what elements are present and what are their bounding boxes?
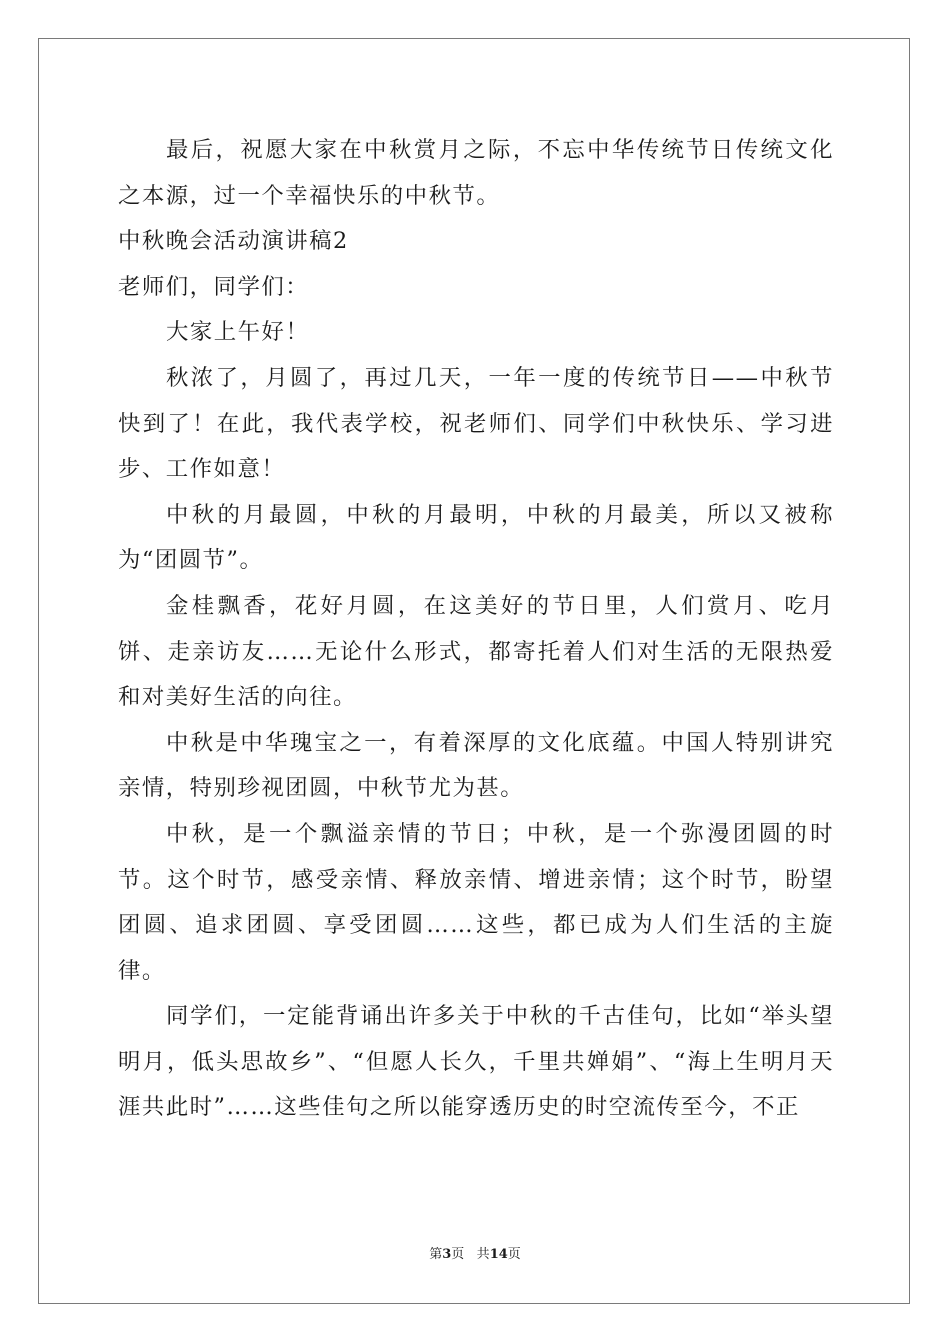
section-title: 中秋晚会活动演讲稿2 <box>118 228 349 255</box>
paragraph: 中秋，是一个飘溢亲情的节日；中秋，是一个弥漫团圆的时节。这个时节，感受亲情、释放亲情、增进亲情；这个时节，盼望团圆、追求团圆、享受团圆……这些，都已成为人们生活的主旋律。 <box>118 820 834 984</box>
paragraph: 中秋是中华瑰宝之一，有着深厚的文化底蕴。中国人特别讲究亲情，特别珍视团圆，中秋节尤为甚。 <box>118 729 834 802</box>
paragraph: 金桂飘香，花好月圆，在这美好的节日里，人们赏月、吃月饼、走亲访友……无论什么形式，都寄托着人们对生活的无限热爱和对美好生活的向往。 <box>118 592 834 711</box>
total-suffix: 页 <box>507 1247 521 1262</box>
page-suffix: 页 <box>451 1247 465 1262</box>
page-footer <box>0 1246 950 1264</box>
page-prefix: 第 <box>429 1247 443 1262</box>
paragraph-closing-wish: 最后，祝愿大家在中秋赏月之际，不忘中华传统节日传统文化之本源，过一个幸福快乐的中秋节。 <box>118 137 834 209</box>
paragraph: 中秋的月最圆，中秋的月最明，中秋的月最美，所以又被称为“团圆节”。 <box>118 501 834 574</box>
salutation: 老师们，同学们： <box>118 273 310 300</box>
document-body <box>118 128 834 1131</box>
total-pages: 14 <box>489 1247 508 1262</box>
paragraph: 秋浓了，月圆了，再过几天，一年一度的传统节日——中秋节快到了！在此，我代表学校，祝老师们、同学们中秋快乐、学习进步、工作如意！ <box>118 364 834 483</box>
greeting: 大家上午好！ <box>166 319 310 346</box>
paragraph: 同学们，一定能背诵出许多关于中秋的千古佳句，比如“举头望明月，低头思故乡”、“但愿人长久，千里共婵娟”、“海上生明月天涯共此时”……这些佳句之所以能穿透历史的时空流传至今，不正 <box>118 1003 834 1121</box>
total-prefix: 共 <box>476 1247 490 1262</box>
page-number: 3 <box>442 1247 452 1262</box>
